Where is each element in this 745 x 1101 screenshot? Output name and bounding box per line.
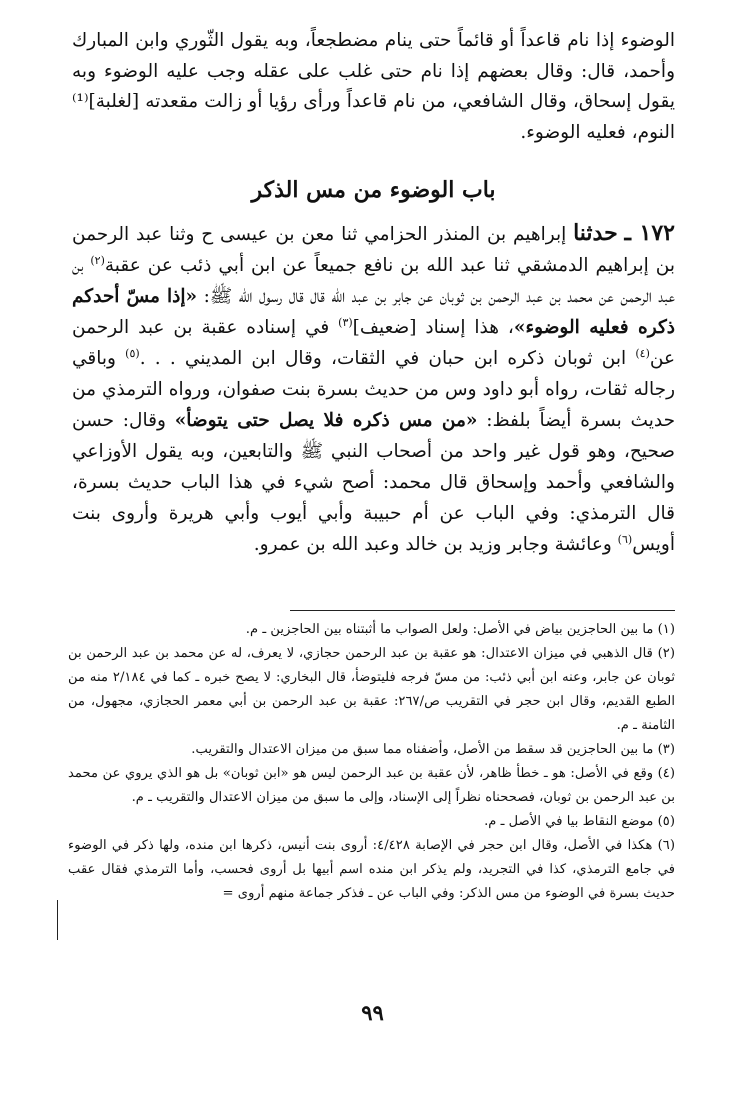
margin-line xyxy=(57,900,58,940)
continued-paragraph: الوضوء إذا نام قاعداً أو قائماً حتى ينام مضطجعاً، وبه يقول الثّوري وابن المبارك وأحمد، قال: وقال بعضهم إذا نام حتى غلب على عقله وجب عليه الوضوء وبه يقول إسحاق، وقال الشافعي، من نام قاعداً ورأى رؤيا أو زالت مقعدته [لغلبة]⁽¹⁾ النوم، فعليه الوضوء. xyxy=(72,30,675,143)
footnote-5: (٥) موضع النقاط بيا في الأصل ـ م. xyxy=(484,814,675,829)
chapter-title: باب الوضوء من مس الذكر xyxy=(251,177,496,203)
hadith-commentary-3: وباقي رجاله ثقات، رواه أبو داود وس من حديث بسرة بنت صفوان، ورواه الترمذي من حديث بسرة أيضاً بلفظ: xyxy=(72,348,676,431)
footnote-2: (٢) قال الذهبي في ميزان الاعتدال: هو عقبة بن عبد الرحمن حجازي، لا يعرف، له عن محمد بن عبد الرحمن بن ثوبان عن جابر، وعنه ابن أبي ذئب: من مسّ فرجه فليتوضأ، قال البخاري: لا يصح خبره ـ كما في ٢/١٨٤ منه من الطبع القديم، وقال ابن حجر في التقريب ص/٢٦٧: عقبة بن عبد الرحمن بن أبي معمر الحجازي، مجهول، من الثامنة ـ م. xyxy=(68,646,675,733)
hadith-commentary-2: ابن ثوبان ذكره ابن حبان في الثقات، وقال ابن المديني . . . xyxy=(139,348,636,369)
hadith-number: ١٧٢ ـ xyxy=(624,220,675,246)
footnote-ref-2: (٢) xyxy=(90,253,105,267)
hadith-commentary-4: وقال: حسن صحيح، وهو قول غير واحد من أصحاب النبي ﷺ والتابعين، وبه يقول الأوزاعي والشافعي وأحمد وإسحاق قال محمد: أصح شيء في هذا الباب حديث بسرة، قال الترمذي: وفي الباب عن أم حبيبة وأبي أيوب وأبي هريرة وأروى بنت أويس xyxy=(72,410,675,555)
hadith-172 xyxy=(72,218,675,560)
footnote-3: (٣) ما بين الحاجزين قد سقط من الأصل، وأضفناه مما سبق من ميزان الاعتدال والتقريب. xyxy=(191,742,675,757)
footnote-ref-4: (٤) xyxy=(635,346,650,360)
footnote-ref-5: (٥) xyxy=(125,346,140,360)
footnote-separator xyxy=(290,610,675,611)
hadith-matn: «إذا مسّ أحدكم ذكره فعليه الوضوء» xyxy=(72,286,676,338)
footnotes xyxy=(68,618,675,906)
hadith-commentary-5: وعائشة وجابر وزيد بن خالد وعبد الله بن عمرو. xyxy=(253,534,618,555)
hadith-grading: ، هذا إسناد [ضعيف] xyxy=(352,317,514,338)
footnote-6: (٦) هكذا في الأصل، وقال ابن حجر في الإصابة ٤/٤٢٨: أروى بنت أنيس، ذكرها ابن منده، ولها ذكر في الوضوء في جامع الترمذي، كذا في التجريد، ولم يذكر ابن منده اسم أبيها بل أروى فحسب، وأما الترمذي فقال عقب حديث بسرة في الوضوء من مس الذكر: وفي الباب عن ـ فذكر جماعة منهم أروى = xyxy=(68,838,676,901)
footnote-ref-6: (٦) xyxy=(617,532,633,546)
hadith-chain-1: إبراهيم بن المنذر الحزامي ثنا معن بن عيسى ح وثنا عبد الرحمن بن إبراهيم الدمشقي ثنا عبد الله بن نافع جميعاً عن ابن أبي ذئب عن عقبة xyxy=(72,224,675,276)
hadith-chain-2: بن عبد الرحمن عن محمد بن عبد الرحمن بن ثوبان عن جابر بن عبد الله قال قال رسول الله ﷺ: xyxy=(72,255,675,307)
page-number: ٩٩ xyxy=(361,1000,384,1025)
hadith-commentary-1: في إسناده عقبة بن عبد الرحمن عن xyxy=(72,317,675,369)
hadith-keyword: حدثنا xyxy=(573,220,618,246)
footnote-ref-3: (٣) xyxy=(338,315,353,329)
hadith-matn-2: «من مس ذكره فلا يصل حتى يتوضأ» xyxy=(174,410,478,431)
footnote-1: (١) ما بين الحاجزين بياض في الأصل: ولعل الصواب ما أثبتناه بين الحاجزين ـ م. xyxy=(245,622,675,637)
footnote-4: (٤) وقع في الأصل: هو ـ خطأ ظاهر، لأن عقبة بن عبد الرحمن ليس هو «ابن ثوبان» بل هو الذي يروي عن محمد بن عبد الرحمن بن ثوبان، فصححناه نظراً إلى الإسناد، وإلى ما سبق من ميزان الاعتدال والتقريب ـ م. xyxy=(68,766,675,805)
